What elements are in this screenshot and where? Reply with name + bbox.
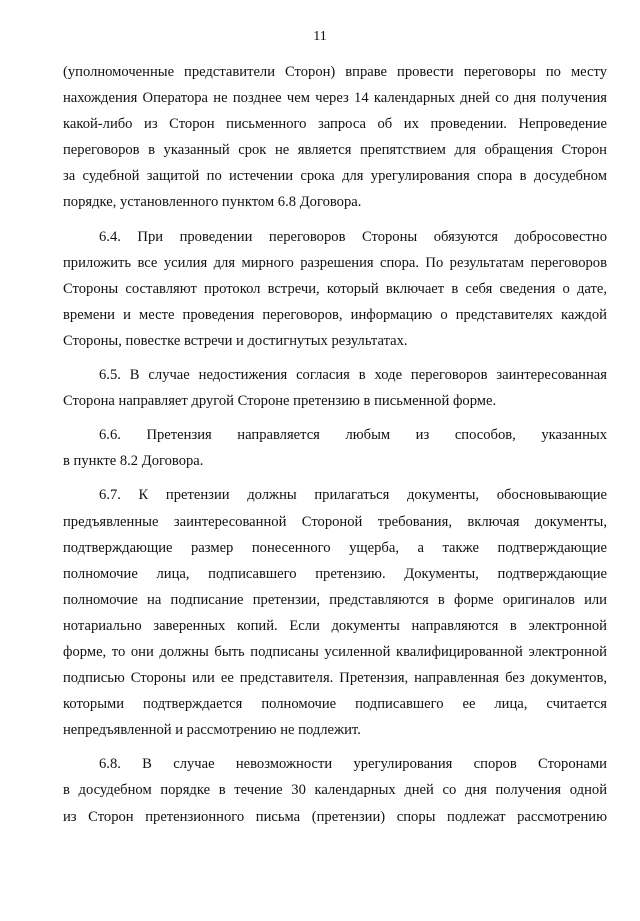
paragraph-6-5 [63, 362, 607, 414]
page-number: 11 [313, 29, 327, 44]
text-line: Стороны составляют протокол встречи, который включает в себя сведения о дате, [63, 280, 607, 297]
text-line: нахождения Оператора не позднее чем через 14 календарных дней со дня получения [63, 90, 607, 107]
text-line: (уполномоченные представители Сторон) вправе провести переговоры по месту [63, 64, 607, 80]
document-body [63, 59, 607, 830]
text-line: подписью Стороны или ее представителя. Претензия, направленная без документов, [63, 670, 607, 687]
text-line: 6.6. Претензия направляется любым из способов, указанных [99, 427, 607, 444]
text-line: переговоров в указанный срок не является препятствием для обращения Сторон [63, 142, 607, 159]
text-line: полномочие на подписание претензии, представляются в форме оригиналов или [63, 591, 607, 608]
text-line: из Сторон претензионного письма (претензии) споры подлежат рассмотрению [63, 808, 607, 825]
text-line: которыми подтверждается полномочие подписавшего ее лица, считается [63, 696, 607, 713]
text-line: в досудебном порядке в течение 30 календарных дней со дня получения одной [63, 782, 607, 799]
text-line: непредъявленной и рассмотрению не подлежит. [63, 722, 361, 739]
paragraph-6-4 [63, 224, 607, 354]
paragraph-continuation [63, 59, 607, 216]
text-line: подтверждающие размер понесенного ущерба, а также подтверждающие [63, 539, 607, 556]
text-line: полномочие лица, подписавшего претензию. Документы, подтверждающие [63, 565, 607, 582]
text-line: форме, то они должны быть подписаны усиленной квалифицированной электронной [63, 643, 607, 660]
text-line: времени и месте проведения переговоров, информацию о представителях каждой [63, 306, 607, 323]
text-line: нотариально заверенных копий. Если документы направляются в электронной [63, 617, 607, 634]
text-line: 6.8. В случае невозможности урегулирования споров Сторонами [99, 756, 607, 773]
text-line: в пункте 8.2 Договора. [63, 453, 204, 470]
text-line: 6.4. При проведении переговоров Стороны обязуются добросовестно [99, 228, 607, 245]
paragraph-6-6 [63, 422, 607, 474]
paragraph-6-8 [63, 751, 607, 829]
paragraph-6-7 [63, 482, 607, 743]
text-line: 6.5. В случае недостижения согласия в ходе переговоров заинтересованная [99, 367, 607, 384]
text-line: предъявленные заинтересованной Стороной требования, включая документы, [63, 513, 607, 530]
text-line: Сторона направляет другой Стороне претензию в письменной форме. [63, 393, 497, 410]
text-line: какой-либо из Сторон письменного запроса об их проведении. Непроведение [63, 116, 607, 133]
text-line: за судебной защитой по истечении срока для урегулирования спора в досудебном [63, 168, 607, 185]
text-line: 6.7. К претензии должны прилагаться документы, обосновывающие [99, 487, 607, 504]
text-line: Стороны, повестке встречи и достигнутых результатах. [63, 332, 408, 349]
text-line: приложить все усилия для мирного разрешения спора. По результатам переговоров [63, 254, 607, 271]
text-line: порядке, установленного пунктом 6.8 Договора. [63, 194, 362, 211]
